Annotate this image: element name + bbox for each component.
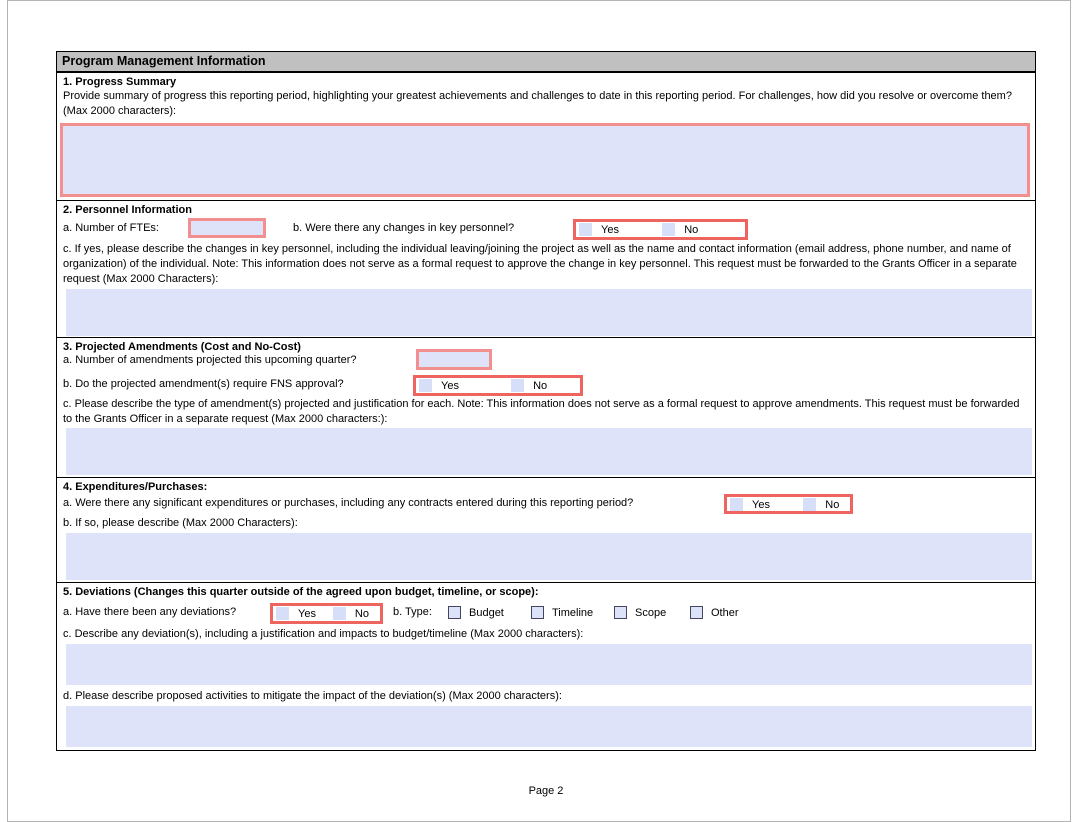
no-option-label: No xyxy=(354,607,369,620)
yes-option-label: Yes xyxy=(298,607,316,620)
no-option-label: No xyxy=(684,223,699,236)
ftes-input[interactable] xyxy=(188,218,266,238)
key-personnel-no-checkbox[interactable] xyxy=(662,223,675,236)
amendments-textarea[interactable] xyxy=(66,428,1032,475)
no-option xyxy=(662,223,698,236)
expenditures-row-a xyxy=(63,493,1035,515)
amendments-row-a xyxy=(63,349,1035,373)
fns-approval-yes-checkbox[interactable] xyxy=(419,379,432,392)
no-option xyxy=(333,607,369,620)
yes-option-label: Yes xyxy=(601,223,619,236)
form-title: Program Management Information xyxy=(62,54,266,68)
section-4-title: 4. Expenditures/Purchases: xyxy=(63,481,208,493)
other-checkbox[interactable] xyxy=(690,606,703,619)
no-option-label: No xyxy=(825,498,840,511)
fns-approval-label: b. Do the projected amendment(s) require FNS approval? xyxy=(63,378,344,390)
expenditures-no-checkbox[interactable] xyxy=(803,498,816,511)
yes-option-label: Yes xyxy=(441,379,459,392)
expenditures-yesno-group xyxy=(724,494,853,514)
fns-approval-no-checkbox[interactable] xyxy=(511,379,524,392)
page-number: Page 2 xyxy=(528,785,564,797)
yes-option-label: Yes xyxy=(752,498,770,511)
section-2-title: 2. Personnel Information xyxy=(63,204,192,216)
type-option-budget xyxy=(448,606,504,619)
yes-option xyxy=(419,379,459,392)
no-option xyxy=(803,498,839,511)
timeline-checkbox-label: Timeline xyxy=(552,606,594,619)
deviation-describe-label: c. Describe any deviation(s), including a justification and impacts to budget/timeline (Max 2000 characters): xyxy=(63,628,584,640)
no-option-label: No xyxy=(533,379,548,392)
document-page xyxy=(7,0,1071,822)
deviation-type-label: b. Type: xyxy=(393,606,432,618)
type-option-other xyxy=(690,606,739,619)
form-header xyxy=(57,52,1035,72)
key-personnel-change-label: b. Were there any changes in key personnel? xyxy=(293,222,515,234)
amendments-count-input[interactable] xyxy=(416,349,492,370)
section-1-description: Provide summary of progress this reporting period, highlighting your greatest achievements and challenges to date in this reporting period. For challenges, how did you resolve or overcome them? (Max 2000 characters): xyxy=(63,90,1012,117)
yes-option xyxy=(579,223,619,236)
program-management-form xyxy=(56,51,1036,751)
yes-option xyxy=(730,498,770,511)
scope-checkbox[interactable] xyxy=(614,606,627,619)
no-option xyxy=(511,379,547,392)
personnel-row-ab xyxy=(63,217,1035,243)
other-checkbox-label: Other xyxy=(711,606,739,619)
section-progress-summary xyxy=(57,72,1035,200)
expenditures-describe-label: b. If so, please describe (Max 2000 Characters): xyxy=(63,517,298,529)
budget-checkbox[interactable] xyxy=(448,606,461,619)
deviations-question-label: a. Have there been any deviations? xyxy=(63,606,237,618)
section-deviations xyxy=(57,582,1035,750)
section-expenditures-purchases xyxy=(57,477,1035,582)
section-3-title: 3. Projected Amendments (Cost and No-Cost) xyxy=(63,341,301,353)
deviations-yes-checkbox[interactable] xyxy=(276,607,289,620)
budget-checkbox-label: Budget xyxy=(469,606,504,619)
scope-checkbox-label: Scope xyxy=(635,606,667,619)
expenditures-textarea[interactable] xyxy=(66,533,1032,580)
section-1-title: 1. Progress Summary xyxy=(63,76,177,88)
deviation-describe-textarea[interactable] xyxy=(66,644,1032,685)
fns-approval-yesno-group xyxy=(413,375,583,396)
section-personnel-information xyxy=(57,200,1035,337)
deviations-row-a xyxy=(63,602,1035,625)
type-option-scope xyxy=(614,606,666,619)
expenditures-yes-checkbox[interactable] xyxy=(730,498,743,511)
key-personnel-yes-checkbox[interactable] xyxy=(579,223,592,236)
yes-option xyxy=(276,607,316,620)
key-personnel-change-yesno-group xyxy=(573,219,748,240)
personnel-change-textarea[interactable] xyxy=(66,289,1032,336)
amendments-row-b xyxy=(63,374,1035,397)
personnel-change-description: c. If yes, please describe the changes in key personnel, including the individual leaving/joining the project as well as the name and contact information (email address, phone number, and name of organization) of the individual. Note: This information does not serve as a formal request to approve the change in key personnel. This request must be forwarded to the Grants Officer in a separate request (Max 2000 Characters): xyxy=(63,243,1017,285)
deviation-mitigation-textarea[interactable] xyxy=(66,706,1032,747)
timeline-checkbox[interactable] xyxy=(531,606,544,619)
deviation-mitigation-label: d. Please describe proposed activities to mitigate the impact of the deviation(s) (Max 2000 characters): xyxy=(63,690,562,702)
amendments-description: c. Please describe the type of amendment(s) projected and justification for each. Note: This information does not serve as a formal request to approve amendments. This request must be forwarded to the Grants Officer in a separate request (Max 2000 characters:): xyxy=(63,398,1020,425)
deviations-no-checkbox[interactable] xyxy=(333,607,346,620)
expenditures-question-label: a. Were there any significant expenditures or purchases, including any contracts entered during this reporting period? xyxy=(63,497,634,509)
deviations-yesno-group xyxy=(270,603,383,624)
type-option-timeline xyxy=(531,606,593,619)
progress-summary-textarea[interactable] xyxy=(60,123,1030,197)
section-projected-amendments xyxy=(57,337,1035,477)
amendments-count-label: a. Number of amendments projected this upcoming quarter? xyxy=(63,354,357,366)
section-5-title: 5. Deviations (Changes this quarter outside of the agreed upon budget, timeline, or scope): xyxy=(63,586,539,598)
ftes-label: a. Number of FTEs: xyxy=(63,222,159,234)
